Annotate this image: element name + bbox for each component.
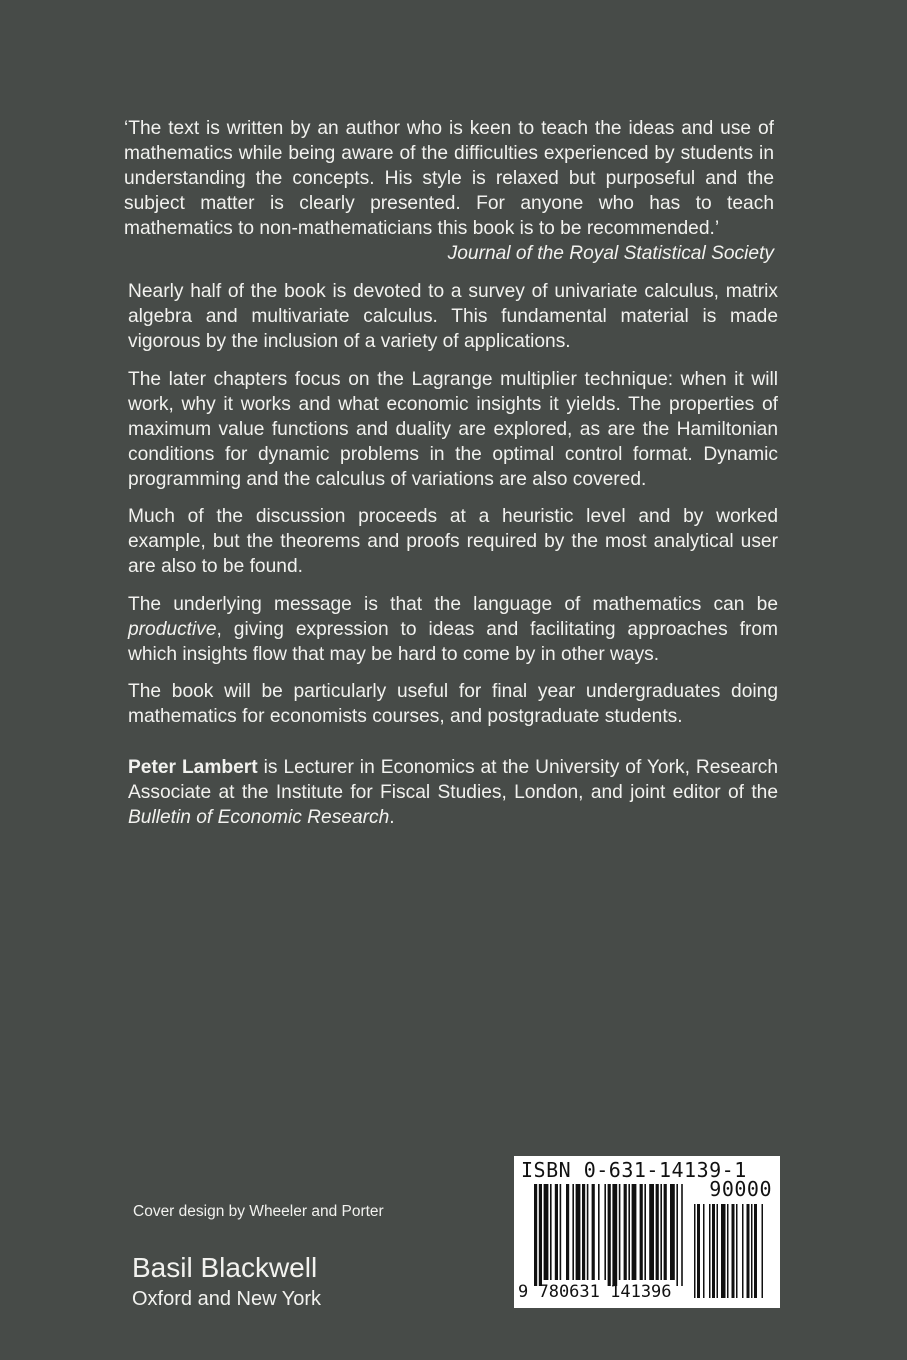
addon-bar — [754, 1204, 757, 1298]
barcode-bar — [539, 1184, 542, 1286]
barcode-bar — [592, 1184, 595, 1280]
barcode-bar — [587, 1184, 589, 1280]
paragraph-4-emphasis: productive — [128, 618, 217, 640]
paragraph-4-end: , giving expression to ideas and facilitating approaches from which insights flow that may be hard to come by in other ways. — [128, 618, 778, 665]
barcode-bar — [534, 1184, 537, 1286]
addon-bar — [751, 1204, 753, 1298]
publisher-name: Basil Blackwell — [132, 1252, 318, 1283]
paragraph-4-start: The underlying message is that the language of mathematics can be — [128, 593, 778, 615]
barcode-bar — [656, 1184, 659, 1280]
barcode-bar — [560, 1184, 562, 1280]
description — [128, 279, 778, 843]
barcode-bar — [660, 1184, 662, 1280]
review-quote — [124, 116, 774, 266]
isbn-text: ISBN 0-631-14139-1 — [521, 1158, 747, 1182]
barcode-bar — [572, 1184, 574, 1280]
barcode-bar — [664, 1184, 667, 1280]
barcode-bar — [544, 1184, 549, 1280]
barcode-bar — [628, 1184, 630, 1280]
publisher-place: Oxford and New York — [132, 1288, 321, 1310]
paragraph-1: Nearly half of the book is devoted to a survey of univariate calculus, matrix algebra and multivariate calculus. This fundamental material is made vigorous by the inclusion of a variety of applications. — [128, 281, 778, 352]
cover-credit: Cover design by Wheeler and Porter — [133, 1203, 384, 1220]
barcode-bar — [608, 1184, 611, 1286]
addon-bar — [709, 1204, 711, 1298]
price-code: 90000 — [709, 1177, 772, 1201]
addon-bar — [703, 1204, 705, 1298]
barcode-bar — [576, 1184, 581, 1280]
barcode-bar — [681, 1184, 683, 1286]
addon-bar — [694, 1204, 696, 1298]
barcode-bar — [598, 1184, 600, 1280]
paragraph-3: Much of the discussion proceeds at a heuristic level and by worked example, but the theorems and proofs required by the most analytical user are also to be found. — [128, 506, 778, 577]
paragraph-5: The book will be particularly useful for final year undergraduates doing mathematics for economists courses, and postgraduate students. — [128, 681, 778, 727]
barcode-bar — [550, 1184, 552, 1280]
ean-digits: 9 780631 141396 — [518, 1282, 672, 1302]
addon-bar — [712, 1204, 715, 1298]
barcode-bar — [555, 1184, 558, 1280]
addon-bar — [697, 1204, 700, 1298]
author-bio — [128, 755, 778, 830]
barcode-bar — [612, 1184, 617, 1286]
addon-bar — [721, 1204, 726, 1298]
barcode-bar — [632, 1184, 637, 1280]
addon-bar — [747, 1204, 750, 1298]
addon-bar — [727, 1204, 729, 1298]
barcode-bar — [566, 1184, 569, 1280]
paragraph-2: The later chapters focus on the Lagrange multiplier technique: when it will work, why it works and what economic insights it yields. The properties of maximum value functions and duality are explored, as are the Hamiltonian conditions for dynamic problems in the optimal control format. Dynamic programming and the calculus of variations are also covered. — [128, 368, 778, 490]
quote-text: ‘The text is written by an author who is keen to teach the ideas and use of mathematics while being aware of the difficulties experienced by students in understanding the concepts. His style is relaxed but purposeful and the subject matter is clearly presented. For anyone who has to teach mathematics to non-mathematicians this book is to be recommended.’ — [124, 118, 774, 239]
barcode-bar — [649, 1184, 654, 1280]
author-bio-end: . — [389, 807, 395, 828]
barcode-bar — [619, 1184, 621, 1280]
barcode-bar — [624, 1184, 627, 1280]
author-bio-text: is Lecturer in Economics at the University of York, Research Associate at the Institute for Fiscal Studies, London, and joint editor of the — [128, 757, 779, 803]
barcode-bar — [644, 1184, 646, 1280]
quote-source: Journal of the Royal Statistical Society — [447, 243, 774, 264]
paragraph-4 — [128, 592, 778, 667]
barcode-bar — [676, 1184, 678, 1286]
barcode-box — [514, 1156, 780, 1308]
journal-title: Bulletin of Economic Research — [128, 807, 390, 828]
author-name: Peter Lambert — [128, 757, 258, 778]
addon-bar — [736, 1204, 738, 1298]
addon-bar — [762, 1204, 764, 1298]
addon-bar — [732, 1204, 735, 1298]
barcode-bar — [640, 1184, 643, 1280]
barcode-bar — [604, 1184, 606, 1280]
addon-bar — [717, 1204, 719, 1298]
addon-bar — [742, 1204, 744, 1298]
barcode-bar — [582, 1184, 585, 1280]
barcode-bar — [670, 1184, 675, 1280]
